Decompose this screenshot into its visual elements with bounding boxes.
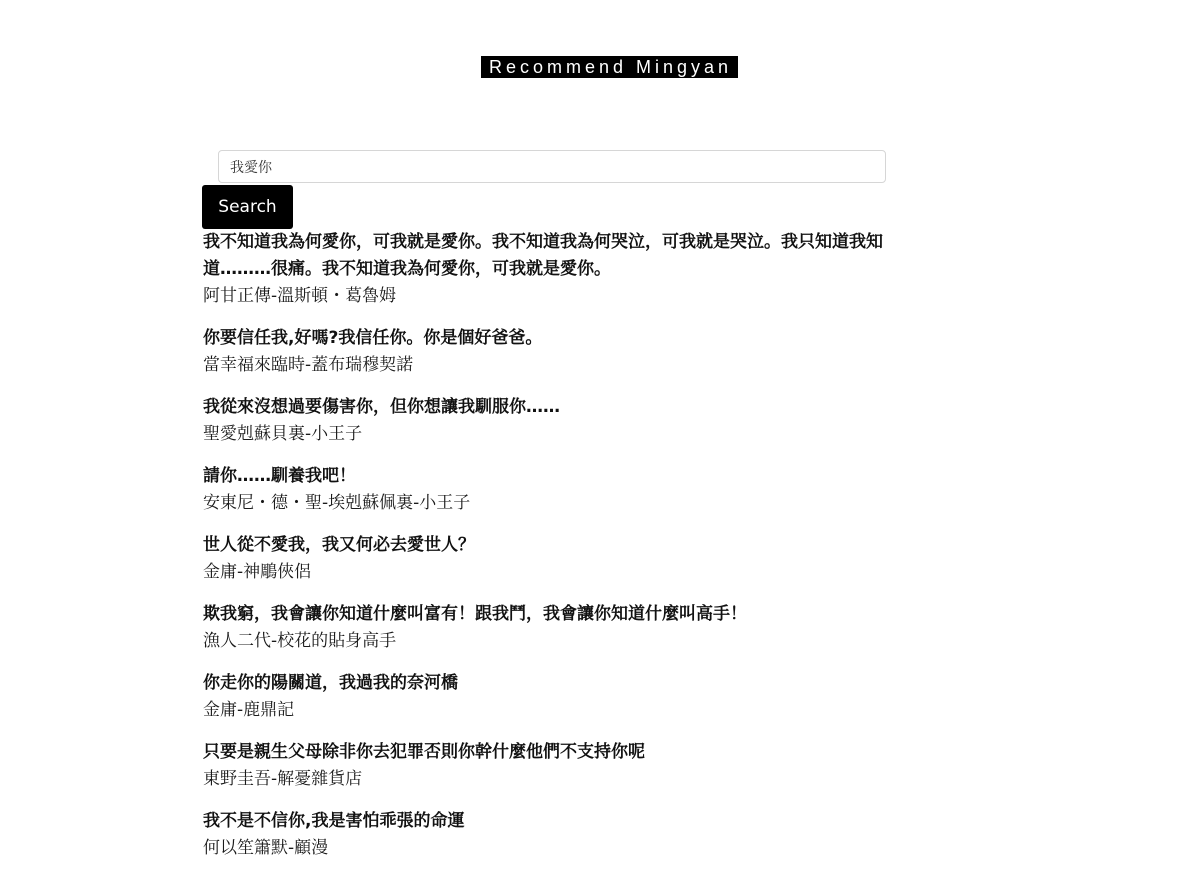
result-item: [203, 808, 893, 862]
quote-text: 我從來沒想過要傷害你，但你想讓我馴服你……: [203, 397, 560, 417]
site-title: Recommend Mingyan: [481, 56, 738, 78]
result-item: [203, 229, 893, 310]
result-item: [203, 463, 893, 517]
quote-source: 金庸-鹿鼎記: [203, 700, 295, 720]
quote-source: 當幸福來臨時-蓋布瑞穆契諾: [203, 355, 414, 375]
quote-text: 世人從不愛我，我又何必去愛世人？: [203, 535, 475, 555]
quote-text: 我不是不信你,我是害怕乖張的命運: [203, 811, 465, 831]
result-item: [203, 532, 893, 586]
quote-source: 阿甘正傳-溫斯頓・葛魯姆: [203, 286, 397, 306]
quote-source: 聖愛剋蘇貝裏-小王子: [203, 424, 363, 444]
quote-text: 請你……馴養我吧！: [203, 466, 356, 486]
quote-source: 漁人二代-校花的貼身高手: [203, 631, 397, 651]
quote-source: 東野圭吾-解憂雜貨店: [203, 769, 363, 789]
quote-text: 只要是親生父母除非你去犯罪否則你幹什麼他們不支持你呢: [203, 742, 645, 762]
result-item: [203, 670, 893, 724]
quote-source: 安東尼・德・聖-埃剋蘇佩裏-小王子: [203, 493, 471, 513]
quote-source: 何以笙簫默-顧漫: [203, 838, 329, 858]
search-button[interactable]: Search: [202, 185, 293, 229]
header: [0, 56, 1187, 78]
result-item: [203, 325, 893, 379]
quote-source: 金庸-神鵰俠侶: [203, 562, 312, 582]
quote-text: 我不知道我為何愛你，可我就是愛你。我不知道我為何哭泣，可我就是哭泣。我只知道我知道………很痛。我不知道我為何愛你，可我就是愛你。: [203, 232, 883, 279]
quote-text: 欺我窮，我會讓你知道什麼叫富有！跟我鬥，我會讓你知道什麼叫高手！: [203, 604, 747, 624]
quote-text: 你走你的陽關道，我過我的奈河橋: [203, 673, 458, 693]
results-list: [203, 229, 893, 877]
result-item: [203, 739, 893, 793]
result-item: [203, 601, 893, 655]
search-input[interactable]: [218, 150, 886, 183]
quote-text: 你要信任我,好嗎?我信任你。你是個好爸爸。: [203, 328, 543, 348]
result-item: [203, 394, 893, 448]
